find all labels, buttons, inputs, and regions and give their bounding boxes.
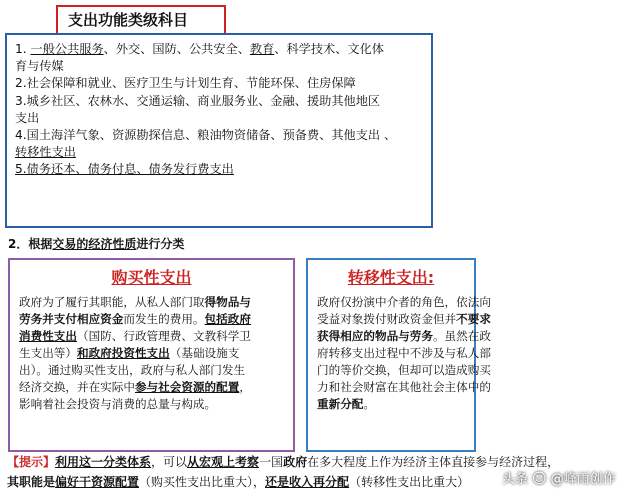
purchase-line-7: 影响着社会投资与消费的总量与构成。 xyxy=(19,397,217,411)
category-line-5: 支出 xyxy=(15,110,40,125)
tip-label: 【提示】 xyxy=(7,455,56,469)
category-line-2: 育与传媒 xyxy=(15,59,64,74)
text-bold: 不要求 xyxy=(456,312,491,326)
transfer-line-4: 府转移支出过程中不涉及与私人部 xyxy=(317,346,491,360)
text-bold-underlined: 包括政府 xyxy=(204,312,251,326)
text-bold: 重新分配 xyxy=(317,397,364,411)
purchase-line-5: 出）。通过购买性支出，政府与私人部门发生 xyxy=(19,363,246,377)
text: （基础设施支 xyxy=(169,346,240,360)
transfer-expenditure-card xyxy=(306,258,491,452)
text: 、外交、国防、公共安全、 xyxy=(103,42,250,56)
text: ， xyxy=(239,380,251,394)
text-bold-underlined: 参与社会资源的配置 xyxy=(134,380,240,394)
text: 经济交换，并在实际中 xyxy=(19,380,135,394)
text: 1. xyxy=(15,42,31,56)
text: 在多大程度上作为经济主体直接参与经济过程， xyxy=(307,455,560,469)
transfer-card-title: 转移性支出: xyxy=(347,268,435,287)
text-bold: 政府 xyxy=(283,455,308,469)
category-line-8: 5.债务还本、债务付息、债务发行费支出 xyxy=(15,162,234,177)
transfer-line-6: 力和社会财富在其他社会主体中的 xyxy=(317,380,491,394)
transfer-line-3 xyxy=(317,328,491,345)
text-underlined: 一般公共服务 xyxy=(30,42,104,56)
text: 政府为了履行其职能，从私人部门取 xyxy=(19,295,205,309)
text: 一国 xyxy=(259,455,284,469)
text: 而发生的费用。 xyxy=(123,312,205,326)
text: 生支出等） xyxy=(19,346,77,360)
text: 进行分类 xyxy=(136,237,185,251)
smiley-icon: ☺ xyxy=(532,471,547,487)
text-bold: 获得相应的物品与劳务 xyxy=(317,329,433,343)
transfer-line-7 xyxy=(317,396,465,413)
text-underlined: 交易的经济性质 xyxy=(52,237,137,251)
purchase-line-1 xyxy=(19,294,284,311)
text: 2．根据 xyxy=(8,237,53,251)
text: ，可以 xyxy=(151,455,188,469)
text: 、科学技术、文化体 xyxy=(274,42,384,56)
text-bold: 其职能是 xyxy=(7,475,56,489)
text-bold-underlined: 利用这一分类体系 xyxy=(55,455,152,469)
category-line-6: 4.国土海洋气象、资源勘探信息、粮油物资储备、预备费、其他支出 、 xyxy=(15,128,397,143)
purchase-expenditure-card xyxy=(8,258,295,452)
category-line-1 xyxy=(15,41,423,58)
text: （购买性支出比重大）， xyxy=(139,475,266,489)
transfer-line-2 xyxy=(317,311,491,328)
transfer-line-5: 门的等价交换，但却可以造成购买 xyxy=(317,363,491,377)
text-bold-underlined: 从宏观上考察 xyxy=(187,455,260,469)
watermark-prefix: 头条 xyxy=(502,472,529,487)
text-bold-underlined: 还是收入再分配 xyxy=(265,475,350,489)
section-heading xyxy=(8,235,184,252)
text: （国防、行政管理费、文教科学卫 xyxy=(76,329,251,343)
category-list-box xyxy=(5,33,433,228)
text: 受益对象拨付财政资金但并 xyxy=(317,312,457,326)
category-line-4: 3.城乡社区、农林水、交通运输、商业服务业、金融、援助其他地区 xyxy=(15,93,381,108)
page-title: 支出功能类级科目 xyxy=(56,5,226,35)
purchase-line-6 xyxy=(19,379,284,396)
purchase-line-3 xyxy=(19,328,284,345)
text-bold-underlined: 偏好干资源配置 xyxy=(55,475,140,489)
watermark xyxy=(502,468,616,487)
category-line-3: 2.社会保障和就业、医疗卫生与计划生育、节能环保、住房保障 xyxy=(15,76,356,91)
text-bold-underlined: 消费性支出 xyxy=(19,329,77,343)
text-underlined: 教育 xyxy=(249,42,275,56)
text-bold: 得物品与 xyxy=(204,295,251,309)
purchase-line-4 xyxy=(19,345,284,362)
text: （转移性支出比重大） xyxy=(349,475,470,489)
watermark-name: @峰雨创作 xyxy=(550,472,616,487)
text-bold-underlined: 和政府投资性支出 xyxy=(76,346,170,360)
purchase-line-2 xyxy=(19,311,284,328)
text-bold: 劳务并支付相应资金 xyxy=(19,312,124,326)
purchase-card-title: 购买性支出 xyxy=(111,268,192,287)
text: 。虽然在政 xyxy=(432,329,491,343)
category-line-7: 转移性支出 xyxy=(15,145,76,160)
transfer-line-1: 政府仅扮演中介者的角色，依法向 xyxy=(317,295,491,309)
text: 。 xyxy=(363,397,375,411)
